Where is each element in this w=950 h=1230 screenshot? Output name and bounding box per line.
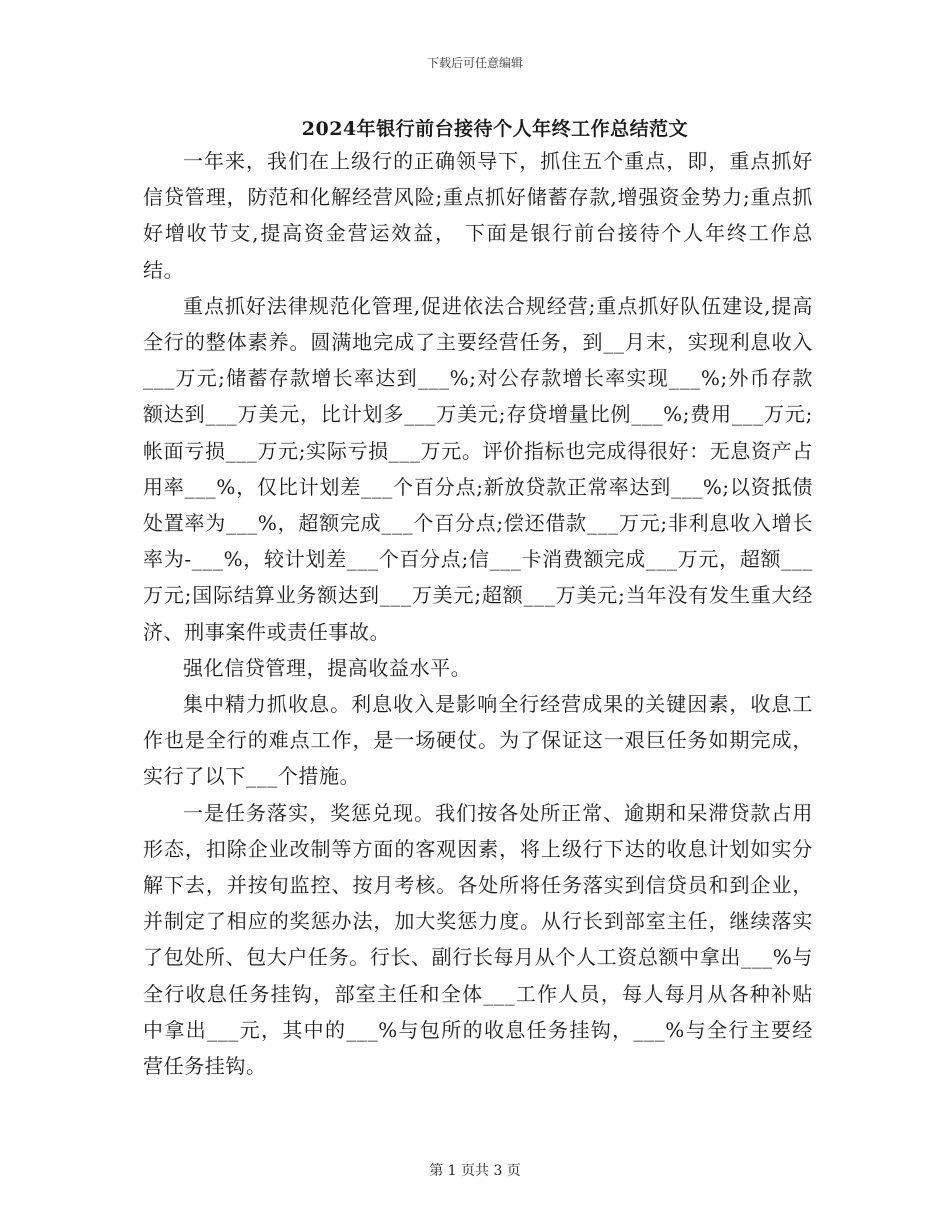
paragraph-intro: 一年来，我们在上级行的正确领导下，抓住五个重点，即，重点抓好信贷管理，防范和化解经营风险;重点抓好储蓄存款,增强资金势力;重点抓好增收节支,提高资金营运效益， 下面是银行前台接待个人年终工作总结。 [143, 149, 813, 282]
paragraph-credit-heading: 强化信贷管理，提高收益水平。 [183, 655, 472, 680]
header-note: 下载后可任意编辑 [426, 56, 523, 70]
page-indicator: 第 1 页共 3 页 [429, 1163, 521, 1179]
paragraph-results: 重点抓好法律规范化管理,促进依法合规经营;重点抓好队伍建设,提高全行的整体素养。圆满地完成了主要经营任务，到__月末，实现利息收入___万元;储蓄存款增长率达到___%;对公存款增长率实现___%;外币存款额达到___万美元，比计划多___万美元;存贷增量比例___%;费用___万元;帐面亏损___万元;实际亏损___万元。评价指标也完成得很好：无息资产占用率___%，仅比计划差___个百分点;新放贷款正常率达到___%;以资抵债处置率为___%，超额完成___个百分点;偿还借款___万元;非利息收入增长率为-___%，较计划差___个百分点;信___卡消费额完成___万元，超额___万元;国际结算业务额达到___万美元;超额___万美元;当年没有发生重大经济、刑事案件或责任事故。 [143, 293, 813, 644]
paragraph-measure-one: 一是任务落实，奖惩兑现。我们按各处所正常、逾期和呆滞贷款占用形态，扣除企业改制等方面的客观因素，将上级行下达的收息计划如实分解下去，并按旬监控、按月考核。各处所将任务落实到信贷员和到企业，并制定了相应的奖惩办法，加大奖惩力度。从行长到部室主任，继续落实了包处所、包大户任务。行长、副行长每月从个人工资总额中拿出___%与全行收息任务挂钩，部室主任和全体___工作人员，每人每月从各种补贴中拿出___元，其中的___%与包所的收息任务挂钩，___%与全行主要经营任务挂钩。 [143, 800, 813, 1079]
document-title: 2024年银行前台接待个人年终工作总结范文 [301, 118, 689, 140]
paragraph-interest-collection: 集中精力抓收息。利息收入是影响全行经营成果的关键因素，收息工作也是全行的难点工作，是一场硬仗。为了保证这一艰巨任务如期完成，实行了以下___个措施。 [143, 692, 813, 789]
document-body [143, 143, 813, 1084]
